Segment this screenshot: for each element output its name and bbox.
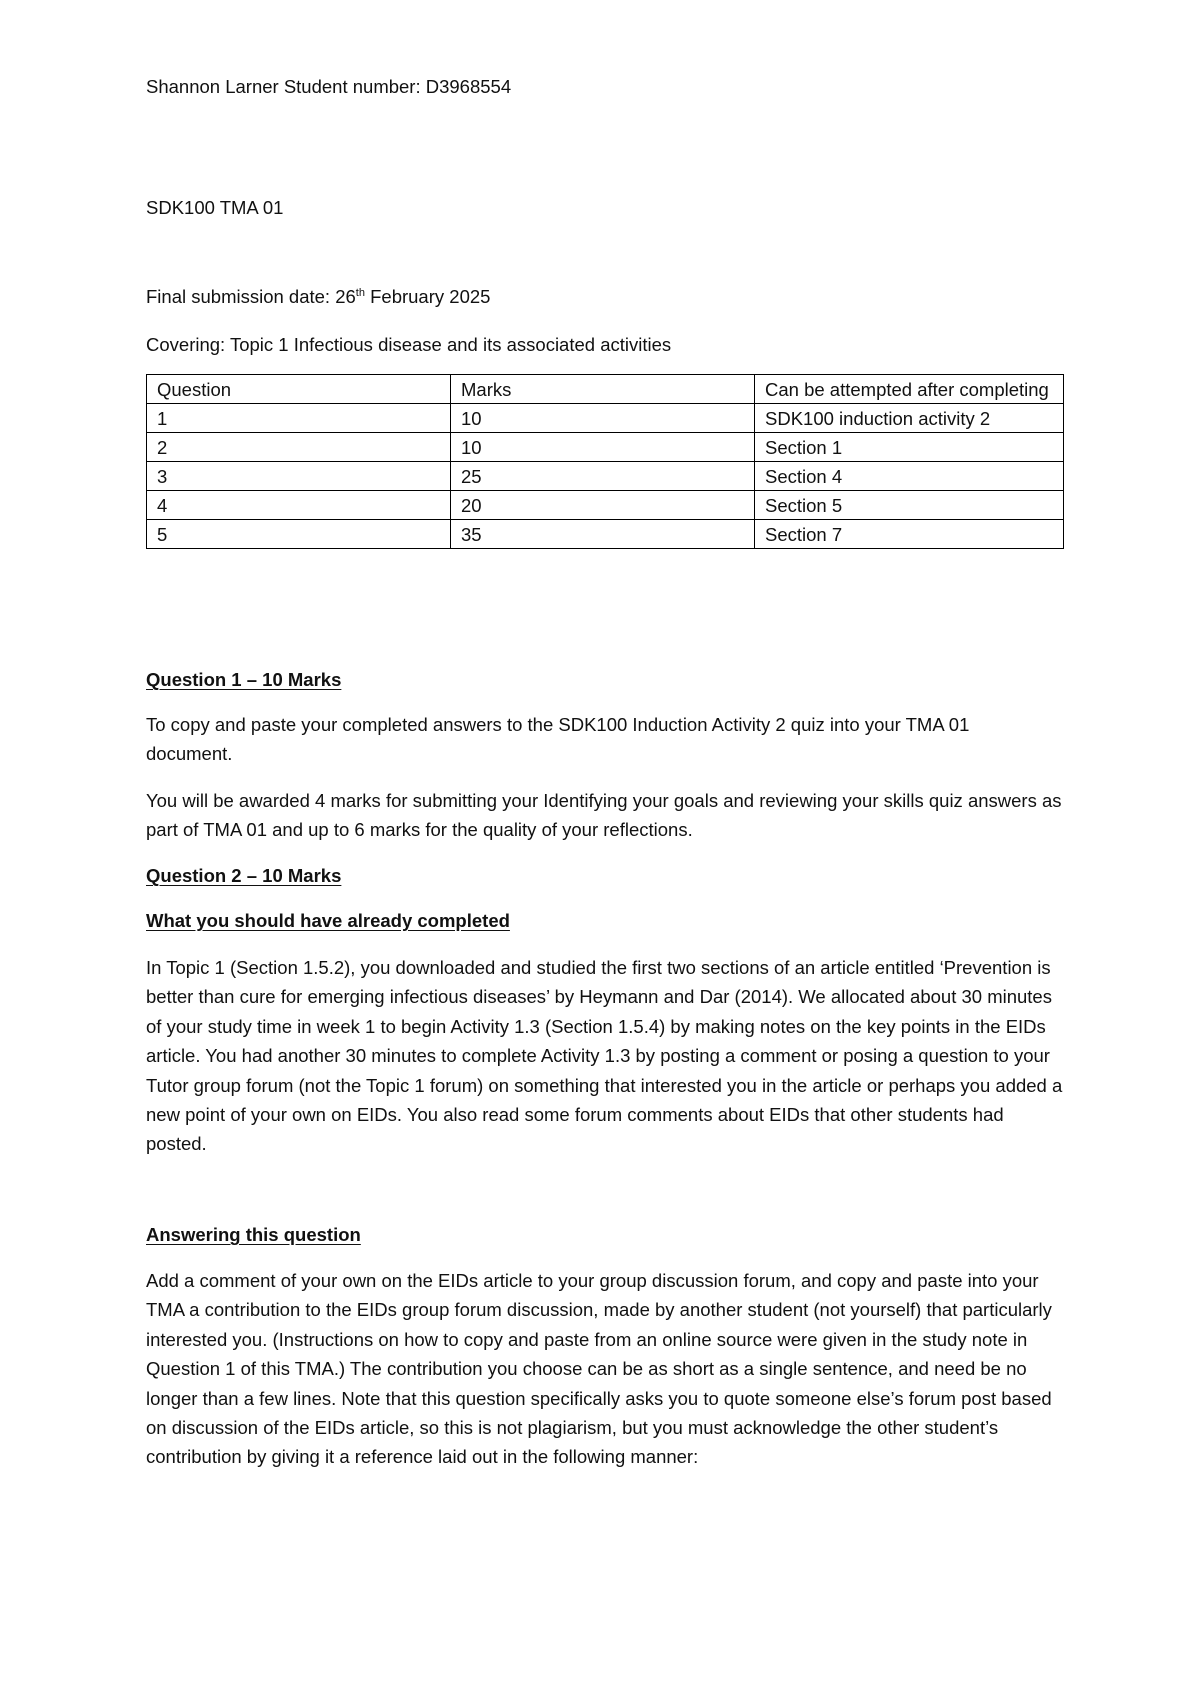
table-row (147, 433, 1064, 462)
submission-date (146, 282, 490, 311)
table-row (147, 462, 1064, 491)
submission-date-suffix: February 2025 (364, 286, 491, 307)
question2-paragraph-2: Add a comment of your own on the EIDs article to your group discussion forum, and copy and paste into your TMA a contribution to the EIDs group forum discussion, made by another student (not yourself) that particularly interested you. (Instructions on how to copy and paste from an online source were given in the study note in Question 1 of this TMA.) The contribution you choose can be as short as a single sentence, and need be no longer than a few lines. Note that this question specifically asks you to quote someone else’s forum post based on discussion of the EIDs article, so this is not plagiarism, but you must acknowledge the other student’s contribution by giving it a reference laid out in the following manner: (146, 1270, 1052, 1468)
table-cell: 1 (147, 404, 451, 433)
table-row (147, 491, 1064, 520)
table-cell: 10 (451, 404, 755, 433)
table-cell: Section 4 (755, 462, 1064, 491)
question2-paragraph-1: In Topic 1 (Section 1.5.2), you downloaded and studied the first two sections of an article entitled ‘Prevention is better than cure for emerging infectious diseases’ by Heymann and Dar (2014). We allocated about 30 minutes of your study time in week 1 to begin Activity 1.3 (Section 1.5.4) by making notes on the key points in the EIDs article. You had another 30 minutes to complete Activity 1.3 by posting a comment or posing a question to your Tutor group forum (not the Topic 1 forum) on something that interested you in the article or perhaps you added a new point of your own on EIDs. You also read some forum comments about EIDs that other students had posted. (146, 957, 1063, 1155)
table-header-row (147, 375, 1064, 404)
table-cell: SDK100 induction activity 2 (755, 404, 1064, 433)
table-cell: Section 7 (755, 520, 1064, 549)
question2-subheading-answering: Answering this question (146, 1224, 361, 1245)
table-row (147, 404, 1064, 433)
question1-heading: Question 1 – 10 Marks (146, 669, 342, 690)
table-cell: Section 1 (755, 433, 1064, 462)
table-cell: 3 (147, 462, 451, 491)
table-cell: 2 (147, 433, 451, 462)
question2-subheading-completed: What you should have already completed (146, 910, 510, 931)
table-row (147, 520, 1064, 549)
table-cell: 35 (451, 520, 755, 549)
marks-table (146, 374, 1064, 549)
submission-date-prefix: Final submission date: 26 (146, 286, 356, 307)
table-cell: 25 (451, 462, 755, 491)
question2-heading: Question 2 – 10 Marks (146, 865, 342, 886)
table-header-cell: Question (147, 375, 451, 404)
question1-paragraph-2: You will be awarded 4 marks for submitting your Identifying your goals and reviewing your skills quiz answers as part of TMA 01 and up to 6 marks for the quality of your reflections. (146, 790, 1062, 841)
table-cell: 20 (451, 491, 755, 520)
covering-line: Covering: Topic 1 Infectious disease and its associated activities (146, 334, 672, 355)
table-cell: 4 (147, 491, 451, 520)
table-cell: 5 (147, 520, 451, 549)
table-header-cell: Marks (451, 375, 755, 404)
submission-date-sup: th (355, 286, 365, 299)
student-info: Shannon Larner Student number: D3968554 (146, 76, 512, 97)
course-code: SDK100 TMA 01 (146, 197, 284, 218)
table-cell: Section 5 (755, 491, 1064, 520)
table-cell: 10 (451, 433, 755, 462)
table-header-cell: Can be attempted after completing (755, 375, 1064, 404)
question1-paragraph-1: To copy and paste your completed answers to the SDK100 Induction Activity 2 quiz into your TMA 01 document. (146, 714, 970, 765)
